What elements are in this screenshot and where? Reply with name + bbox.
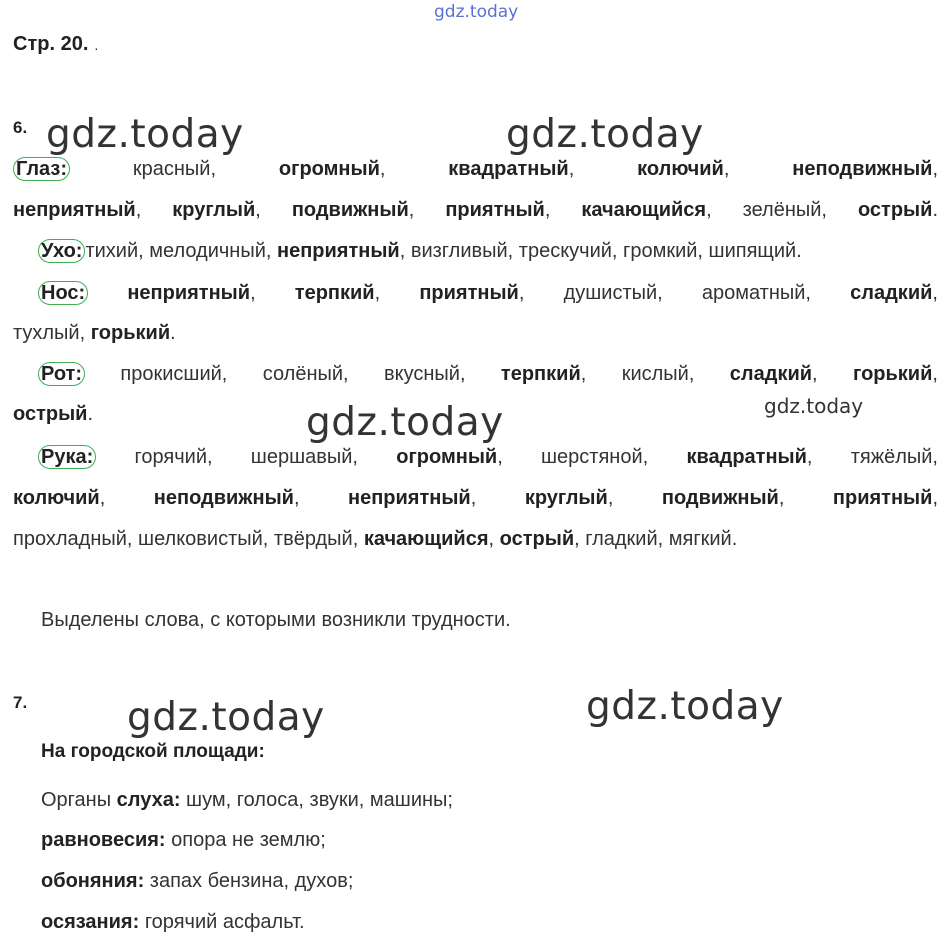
word: солёный,	[262, 363, 349, 385]
hand-line-3	[13, 529, 737, 549]
bold-word: огромный	[396, 446, 498, 468]
mouth-label: Рот:	[38, 362, 85, 386]
bold-word: острый	[499, 528, 575, 550]
word: , зелёный,	[706, 199, 858, 221]
bold-word: огромный	[278, 158, 380, 180]
watermark: gdz.today	[506, 112, 704, 157]
word: ,	[488, 528, 500, 550]
word: ,	[580, 363, 587, 385]
ear-label: Ухо:	[38, 239, 85, 263]
word: душистый,	[563, 282, 663, 304]
bold-word: острый	[857, 199, 933, 221]
hand-line-2	[13, 488, 938, 508]
word: ,	[544, 199, 582, 221]
word: ,	[806, 446, 813, 468]
word: ,	[568, 158, 575, 180]
nose-label: Нос:	[38, 281, 88, 305]
watermark: gdz.today	[127, 695, 325, 740]
bold-word: горький	[90, 322, 171, 344]
bold-word: качающийся	[581, 199, 707, 221]
bold-word: неприятный	[277, 240, 400, 262]
word: .	[170, 322, 176, 344]
bold-word: подвижный	[661, 487, 779, 509]
bold-word: терпкий	[294, 282, 375, 304]
eye-label: Глаз:	[13, 157, 70, 181]
nose-line-2	[13, 323, 176, 343]
word: ,	[932, 363, 938, 385]
word: тяжёлый,	[850, 446, 938, 468]
bold-word: сладкий	[729, 363, 813, 385]
hand-words-1	[135, 446, 938, 468]
watermark: gdz.today	[586, 684, 784, 729]
word: красный,	[132, 158, 217, 180]
balance-label: равновесия:	[41, 829, 166, 851]
word: , гладкий, мягкий.	[574, 528, 738, 550]
bold-word: колючий	[13, 487, 100, 509]
word: тухлый,	[13, 322, 91, 344]
bold-word: неприятный	[127, 282, 251, 304]
word: ,	[518, 282, 525, 304]
bold-word: неприятный	[13, 199, 136, 221]
word: ,	[812, 363, 818, 385]
eye-line-2	[13, 200, 938, 220]
bold-word: круглый	[524, 487, 608, 509]
page-label: Стр. 20. .	[13, 33, 99, 55]
bold-word: горький	[853, 363, 933, 385]
watermark: gdz.today	[46, 112, 244, 157]
mouth-words-1	[120, 363, 938, 385]
hearing-label: слуха:	[116, 789, 181, 811]
word: .	[932, 199, 938, 221]
watermark-top: gdz.today	[434, 2, 519, 22]
bold-word: сладкий	[850, 282, 933, 304]
ear-words	[85, 240, 801, 262]
word: вкусный,	[384, 363, 466, 385]
watermark: gdz.today	[764, 394, 864, 418]
word: ,	[470, 487, 477, 509]
word: , визгливый, трескучий, громкий, шипящий.	[399, 240, 802, 262]
nose-words-1	[127, 282, 938, 304]
watermark: gdz.today	[306, 400, 504, 445]
word: горячий,	[134, 446, 213, 468]
bold-word: колючий	[637, 158, 724, 180]
hand-label: Рука:	[38, 445, 96, 469]
task-6-note: Выделены слова, с которыми возникли трудности.	[41, 609, 511, 631]
word: кислый,	[621, 363, 695, 385]
bold-word: приятный	[445, 199, 545, 221]
word: тихий, мелодичный,	[85, 240, 277, 262]
bold-word: квадратный	[686, 446, 807, 468]
word: ,	[932, 487, 938, 509]
word: ,	[778, 487, 785, 509]
word: .	[87, 403, 94, 425]
word: ,	[255, 199, 292, 221]
word: ,	[293, 487, 300, 509]
word: ,	[250, 282, 256, 304]
word: ,	[379, 158, 386, 180]
word: ароматный,	[701, 282, 811, 304]
mouth-line-1	[38, 364, 938, 384]
eye-words-1	[133, 158, 938, 180]
bold-word: терпкий	[500, 363, 581, 385]
eye-line-1	[13, 159, 938, 179]
word: ,	[932, 158, 938, 180]
word: ,	[723, 158, 730, 180]
smell-line: обоняния: запах бензина, духов;	[41, 870, 354, 892]
word: шерстяной,	[541, 446, 649, 468]
ear-line	[38, 241, 802, 261]
word: ,	[374, 282, 381, 304]
hand-line-1	[38, 447, 938, 467]
bold-word: подвижный	[291, 199, 409, 221]
task-7-number: 7.	[13, 693, 28, 712]
bold-word: круглый	[172, 199, 256, 221]
word: шершавый,	[250, 446, 358, 468]
bold-word: приятный	[419, 282, 519, 304]
word: ,	[408, 199, 446, 221]
bold-word: неприятный	[348, 487, 471, 509]
word: ,	[135, 199, 173, 221]
word: ,	[932, 282, 938, 304]
mouth-line-2	[13, 404, 93, 424]
word: ,	[99, 487, 106, 509]
smell-label: обоняния:	[41, 870, 145, 892]
balance-line: равновесия: опора не землю;	[41, 829, 326, 851]
task-7-heading: На городской площади:	[41, 741, 265, 762]
bold-word: приятный	[832, 487, 933, 509]
hearing-line: Органы слуха: шум, голоса, звуки, машины;	[41, 789, 453, 811]
word: ,	[497, 446, 503, 468]
word: прохладный, шелковистый, твёрдый,	[13, 528, 364, 550]
nose-line-1	[38, 283, 938, 303]
bold-word: неподвижный	[153, 487, 294, 509]
bold-word: квадратный	[448, 158, 569, 180]
word: ,	[607, 487, 614, 509]
bold-word: неподвижный	[792, 158, 933, 180]
word: прокисший,	[120, 363, 228, 385]
bold-word: качающийся	[363, 528, 489, 550]
bold-word: острый	[13, 403, 88, 425]
task-6-number: 6.	[13, 118, 28, 137]
touch-label: осязания:	[41, 911, 140, 933]
touch-line: осязания: горячий асфальт.	[41, 911, 305, 933]
